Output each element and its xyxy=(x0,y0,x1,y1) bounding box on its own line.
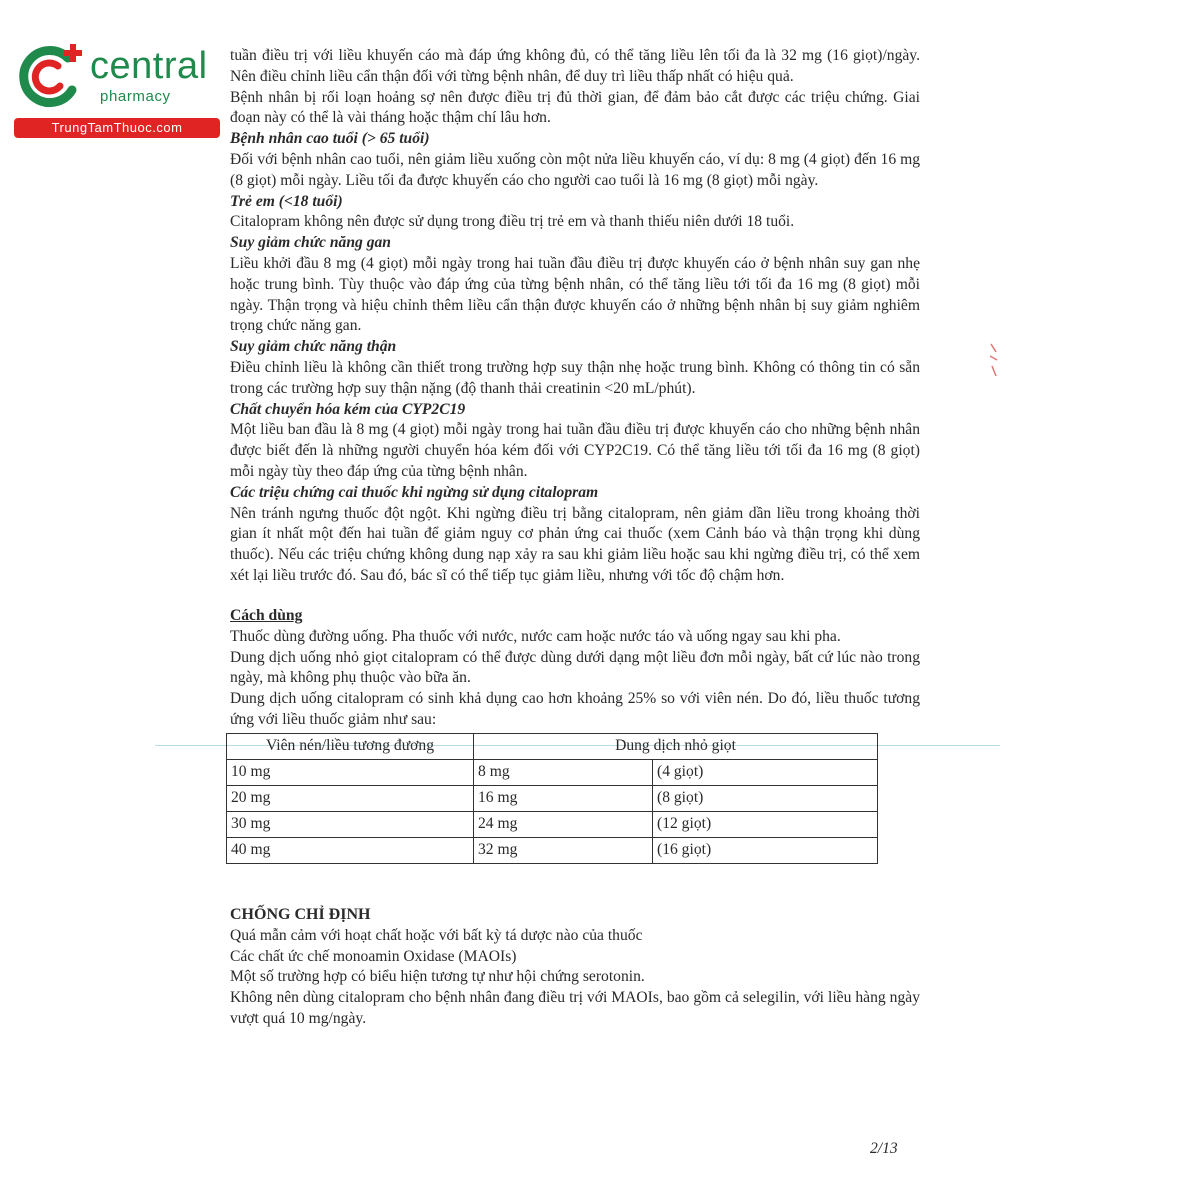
children-heading: Trẻ em (<18 tuổi) xyxy=(230,192,343,210)
table-cell-drops: (4 giọt) xyxy=(653,759,878,785)
table-cell-drops: (12 giọt) xyxy=(653,811,878,837)
liver-body: Liều khởi đầu 8 mg (4 giọt) mỗi ngày trong hai tuần đầu điều trị được khuyến cáo ở bệnh nhân suy gan nhẹ hoặc trung bình. Tùy thuộc vào đáp ứng của từng bệnh nhân, có thể tăng liều tới tối đa 16 mg (8 giọt) mỗi ngày. Thận trọng và hiệu chỉnh thêm liều cẩn thận được khuyến cáo ở những bệnh nhân bị suy giảm nghiêm trọng chức năng gan. xyxy=(230,254,920,335)
table-header-row xyxy=(227,733,878,759)
logo-sub-text: pharmacy xyxy=(100,88,171,105)
contraindications-heading: CHỐNG CHỈ ĐỊNH xyxy=(230,905,371,923)
table-row xyxy=(227,759,878,785)
table-row xyxy=(227,785,878,811)
usage-paragraph-2: Dung dịch uống nhỏ giọt citalopram có thể được dùng dưới dạng một liều đơn mỗi ngày, bất cứ lúc nào trong ngày, mà không phụ thuộc vào bữa ăn. xyxy=(230,648,920,687)
elderly-heading: Bệnh nhân cao tuổi (> 65 tuổi) xyxy=(230,130,430,148)
children-body: Citalopram không nên được sử dụng trong điều trị trẻ em và thanh thiếu niên dưới 18 tuổi. xyxy=(230,213,795,231)
liver-heading: Suy giảm chức năng gan xyxy=(230,234,391,252)
pharmacy-logo-icon xyxy=(12,38,92,118)
contraindication-line-4: Không nên dùng citalopram cho bệnh nhân đang điều trị với MAOIs, bao gồm cả selegilin, với liều hàng ngày vượt quá 10 mg/ngày. xyxy=(230,989,920,1027)
table-cell-solution: 16 mg xyxy=(474,785,653,811)
dose-equivalence-table xyxy=(226,733,878,864)
logo-site-banner: TrungTamThuoc.com xyxy=(14,118,220,138)
table-header-solution: Dung dịch nhỏ giọt xyxy=(474,733,878,759)
margin-mark-icon xyxy=(988,340,1000,380)
page-number: 2/13 xyxy=(870,1140,898,1157)
logo-brand-text: central xyxy=(90,45,208,87)
table-cell-tablet: 40 mg xyxy=(227,837,474,863)
elderly-body: Đối với bệnh nhân cao tuổi, nên giảm liều xuống còn một nửa liều khuyến cáo, ví dụ: 8 mg (4 giọt) đến 16 mg (8 giọt) mỗi ngày. Liều tối đa được khuyến cáo cho người cao tuổi là 16 mg (8 giọt) mỗi ngày. xyxy=(230,150,920,189)
withdrawal-body: Nên tránh ngưng thuốc đột ngột. Khi ngừng điều trị bằng citalopram, nên giảm dần liều trong khoảng thời gian ít nhất một đến hai tuần để giảm nguy cơ phản ứng cai thuốc (xem Cảnh báo và thận trọng khi dùng thuốc). Nếu các triệu chứng không dung nạp xảy ra sau khi giảm liều hoặc sau khi ngừng điều trị, có thể xem xét lại liều trước đó. Sau đó, bác sĩ có thể tiếp tục giảm liều, nhưng với tốc độ chậm hơn. xyxy=(230,504,920,584)
cyp-heading: Chất chuyển hóa kém của CYP2C19 xyxy=(230,400,466,418)
contraindication-line-2: Các chất ức chế monoamin Oxidase (MAOIs) xyxy=(230,947,517,965)
kidney-body: Điều chỉnh liều là không cần thiết trong trường hợp suy thận nhẹ hoặc trung bình. Không có thông tin có sẵn trong các trường hợp suy thận nặng (độ thanh thải creatinin <20 mL/phút). xyxy=(230,358,920,397)
table-header-tablet: Viên nén/liều tương đương xyxy=(227,733,474,759)
usage-paragraph-3: Dung dịch uống citalopram có sinh khả dụng cao hơn khoảng 25% so với viên nén. Do đó, liều thuốc tương ứng với liều thuốc giảm như sau: xyxy=(230,690,920,728)
usage-heading: Cách dùng xyxy=(230,606,303,624)
table-cell-solution: 32 mg xyxy=(474,837,653,863)
table-cell-tablet: 10 mg xyxy=(227,759,474,785)
table-cell-solution: 8 mg xyxy=(474,759,653,785)
contraindication-line-3: Một số trường hợp có biểu hiện tương tự như hội chứng serotonin. xyxy=(230,968,645,986)
table-cell-tablet: 20 mg xyxy=(227,785,474,811)
contraindication-line-1: Quá mẫn cảm với hoạt chất hoặc với bất kỳ tá dược nào của thuốc xyxy=(230,926,643,944)
withdrawal-heading: Các triệu chứng cai thuốc khi ngừng sử dụng citalopram xyxy=(230,483,599,501)
kidney-heading: Suy giảm chức năng thận xyxy=(230,338,397,356)
table-cell-tablet: 30 mg xyxy=(227,811,474,837)
intro-paragraph-1: tuần điều trị với liều khuyến cáo mà đáp ứng không đủ, có thể tăng liều lên tối đa là 32 mg (16 giọt)/ngày. Nên điều chỉnh liều cẩn thận đối với từng bệnh nhân, để duy trì liều thấp nhất có hiệu quả. xyxy=(230,47,920,85)
brand-logo xyxy=(12,38,217,138)
table-cell-drops: (8 giọt) xyxy=(653,785,878,811)
cyp-body: Một liều ban đầu là 8 mg (4 giọt) mỗi ngày trong hai tuần đầu điều trị được khuyến cáo cho những bệnh nhân được biết đến là những người chuyển hóa kém đối với CYP2C19. Có thể tăng liều tới tối đa 16 mg (8 giọt) mỗi ngày tùy theo đáp ứng của từng bệnh nhân. xyxy=(230,421,920,480)
table-row xyxy=(227,811,878,837)
table-row xyxy=(227,837,878,863)
intro-paragraph-2: Bệnh nhân bị rối loạn hoảng sợ nên được điều trị đủ thời gian, để đảm bảo cắt được các triệu chứng. Giai đoạn này có thể là vài tháng hoặc thậm chí lâu hơn. xyxy=(230,88,920,127)
document-body xyxy=(230,46,920,1030)
table-cell-solution: 24 mg xyxy=(474,811,653,837)
usage-paragraph-1: Thuốc dùng đường uống. Pha thuốc với nước, nước cam hoặc nước táo và uống ngay sau khi pha. xyxy=(230,627,841,645)
table-cell-drops: (16 giọt) xyxy=(653,837,878,863)
